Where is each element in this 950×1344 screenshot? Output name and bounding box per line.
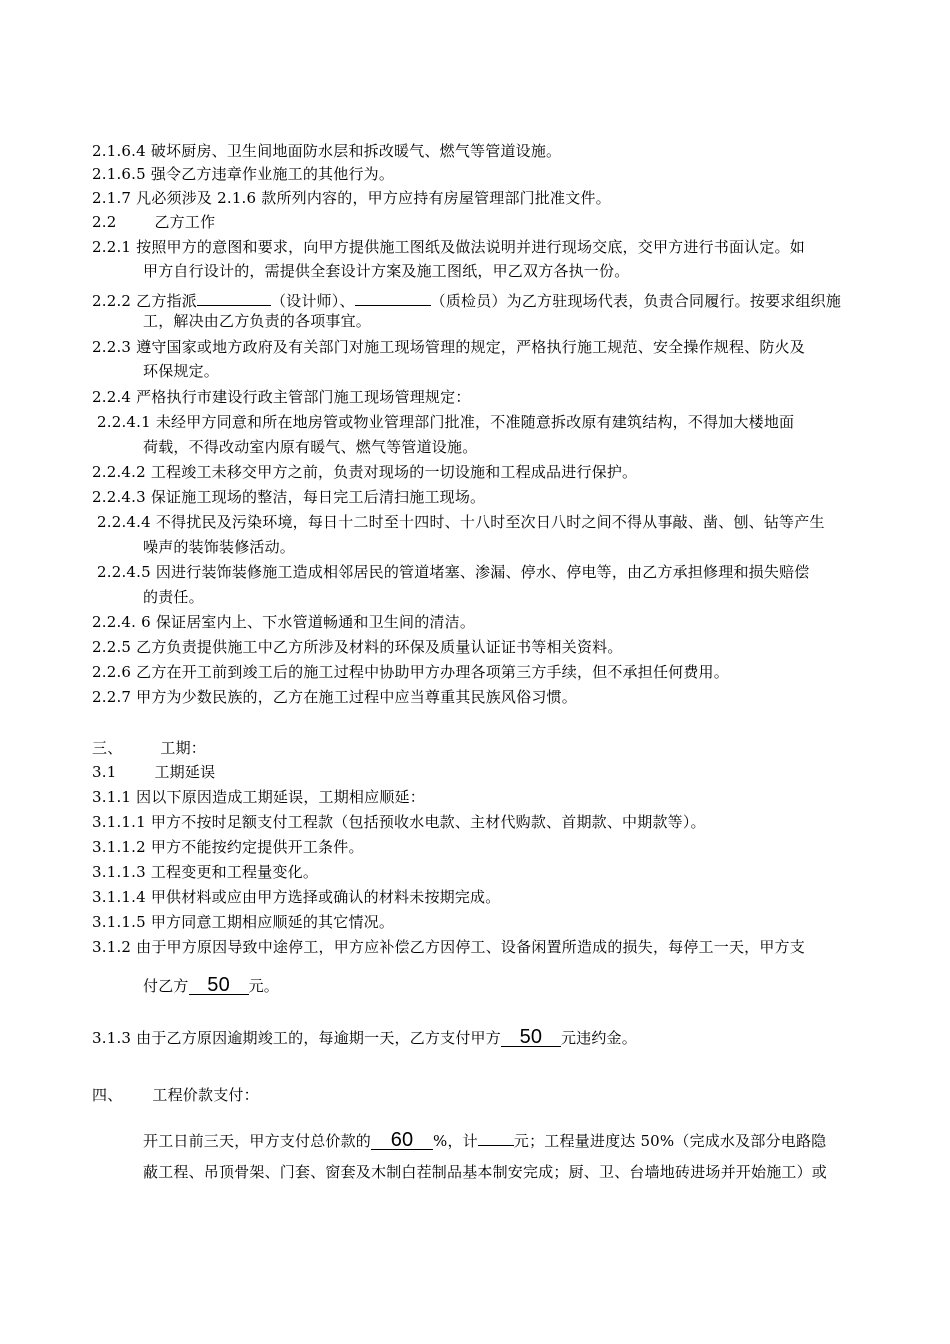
clause-2-2-4-4: 2.2.4.4 不得扰民及污染环境，每日十二时至十四时、十八时至次日八时之间不得从事敲、凿、刨、钻等产生 — [97, 513, 825, 531]
clause-text: 3.1.3 由于乙方原因逾期竣工的，每逾期一天，乙方支付甲方 — [92, 1029, 501, 1047]
section-title: 工期延误 — [154, 763, 216, 781]
clause-2-2-5: 2.2.5 乙方负责提供施工中乙方所涉及材料的环保及质量认证证书等相关资料。 — [92, 638, 623, 656]
clause-3-1-2-cont — [143, 976, 279, 996]
first-payment-percent: 60 — [371, 1131, 433, 1150]
clause-2-2-4-2: 2.2.4.2 工程竣工未移交甲方之前，负责对现场的一切设施和工程成品进行保护。 — [92, 463, 638, 481]
clause-text: 元违约金。 — [560, 1029, 637, 1047]
clause-3-1-3 — [92, 1028, 637, 1048]
section-3-heading — [92, 738, 206, 758]
payment-paragraph-cont: 蔽工程、吊顶骨架、门套、窗套及木制白茬制品基本制安完成；厨、卫、台墙地砖进场并开始施工）或 — [143, 1163, 828, 1181]
clause-2-2-6: 2.2.6 乙方在开工前到竣工后的施工过程中协助甲方办理各项第三方手续，但不承担任何费用。 — [92, 663, 729, 681]
clause-3-1-1-1: 3.1.1.1 甲方不按时足额支付工程款（包括预收水电款、主材代购款、首期款、中期款等）。 — [92, 813, 706, 831]
clause-text: 元。 — [248, 977, 280, 995]
section-number: 2.2 — [92, 213, 117, 231]
designer-blank — [197, 287, 271, 306]
clause-text: 元；工程量进度达 50%（完成水及部分电路隐 — [513, 1132, 827, 1150]
clause-3-1-1: 3.1.1 因以下原因造成工期延误，工期相应顺延： — [92, 788, 425, 806]
clause-2-2-4-6: 2.2.4. 6 保证居室内上、下水管道畅通和卫生间的清洁。 — [92, 613, 476, 631]
clause-2-2-4-1: 2.2.4.1 未经甲方同意和所在地房管或物业管理部门批准，不准随意拆改原有建筑结构，不得加大楼地面 — [97, 413, 795, 431]
section-title: 乙方工作 — [154, 213, 216, 231]
clause-2-2-2-cont: 工，解决由乙方负责的各项事宜。 — [143, 312, 372, 330]
clause-3-1-1-3: 3.1.1.3 工程变更和工程量变化。 — [92, 863, 319, 881]
clause-2-2-4-3: 2.2.4.3 保证施工现场的整洁，每日完工后清扫施工现场。 — [92, 488, 486, 506]
clause-2-2-3-cont: 环保规定。 — [143, 362, 220, 380]
clause-2-2-1-cont: 甲方自行设计的，需提供全套设计方案及施工图纸，甲乙双方各执一份。 — [143, 262, 630, 280]
clause-2-2-3: 2.2.3 遵守国家或地方政府及有关部门对施工现场管理的规定，严格执行施工规范、安全操作规程、防火及 — [92, 338, 805, 356]
clause-text: （质检员）为乙方驻现场代表，负责合同履行。按要求组织施 — [430, 292, 842, 310]
section-title: 工程价款支付： — [152, 1086, 259, 1104]
clause-text: （设计师）、 — [270, 292, 355, 310]
inspector-blank — [355, 287, 431, 306]
clause-2-2-4-5-cont: 的责任。 — [143, 588, 204, 606]
clause-2-1-7: 2.1.7 凡必须涉及 2.1.6 款所列内容的，甲方应持有房屋管理部门批准文件。 — [92, 189, 611, 207]
clause-2-2-1: 2.2.1 按照甲方的意图和要求，向甲方提供施工图纸及做法说明并进行现场交底，交甲方进行书面认定。如 — [92, 238, 805, 256]
first-payment-amount-blank — [478, 1127, 514, 1146]
clause-2-2-4-4-cont: 噪声的装饰装修活动。 — [143, 538, 296, 556]
section-number: 3.1 — [92, 763, 117, 781]
section-2-2-heading — [92, 212, 215, 232]
section-title: 工期： — [160, 739, 207, 757]
clause-2-2-4: 2.2.4 严格执行市建设行政主管部门施工现场管理规定： — [92, 388, 471, 406]
clause-2-2-7: 2.2.7 甲方为少数民族的，乙方在施工过程中应当尊重其民族风俗习惯。 — [92, 688, 577, 706]
clause-2-1-6-5: 2.1.6.5 强令乙方违章作业施工的其他行为。 — [92, 165, 395, 183]
section-3-1-heading — [92, 762, 215, 782]
section-number: 四、 — [92, 1086, 123, 1104]
stoppage-compensation-value: 50 — [189, 976, 249, 995]
clause-text: 2.2.2 乙方指派 — [92, 292, 197, 310]
payment-paragraph — [143, 1127, 826, 1151]
clause-2-2-4-1-cont: 荷载，不得改动室内原有暖气、燃气等管道设施。 — [143, 438, 478, 456]
delay-penalty-value: 50 — [501, 1028, 561, 1047]
clause-3-1-2: 3.1.2 由于甲方原因导致中途停工，甲方应补偿乙方因停工、设备闲置所造成的损失，每停工一天，甲方支 — [92, 938, 805, 956]
clause-3-1-1-4: 3.1.1.4 甲供材料或应由甲方选择或确认的材料未按期完成。 — [92, 888, 501, 906]
clause-text: %，计 — [433, 1132, 478, 1150]
clause-text: 付乙方 — [143, 977, 189, 995]
clause-text: 开工日前三天，甲方支付总价款的 — [143, 1132, 372, 1150]
clause-2-2-2 — [92, 287, 841, 311]
section-4-heading — [92, 1085, 259, 1105]
clause-3-1-1-5: 3.1.1.5 甲方同意工期相应顺延的其它情况。 — [92, 913, 395, 931]
section-number: 三、 — [92, 739, 123, 757]
clause-2-1-6-4: 2.1.6.4 破坏厨房、卫生间地面防水层和拆改暖气、燃气等管道设施。 — [92, 142, 562, 160]
clause-2-2-4-5: 2.2.4.5 因进行装饰装修施工造成相邻居民的管道堵塞、渗漏、停水、停电等，由乙方承担修理和损失赔偿 — [97, 563, 810, 581]
clause-3-1-1-2: 3.1.1.2 甲方不能按约定提供开工条件。 — [92, 838, 364, 856]
